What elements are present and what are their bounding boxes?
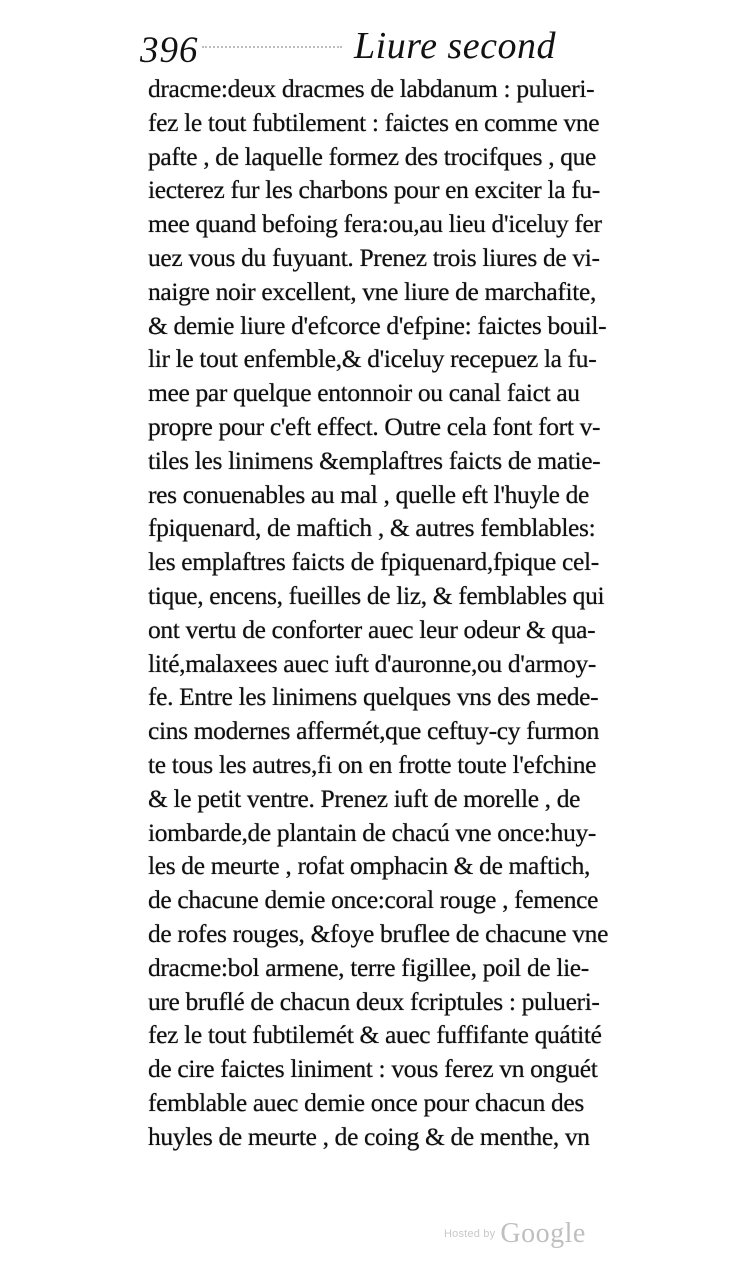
text-line: de cire faictes liniment : vous ferez vn onguét [148, 1054, 598, 1084]
text-line: fez le tout fubtilemét & auec fuffifante quátité [148, 1020, 602, 1050]
text-line: naigre noir excellent, vne liure de marchafite, [148, 276, 596, 306]
text-line: uez vous du fuyuant. Prenez trois liures de vi- [148, 242, 600, 272]
running-head: Liure second [354, 25, 556, 67]
text-line: cins modernes affermét,que ceftuy-cy furmon [148, 716, 600, 746]
text-line: lir le tout enfemble,& d'iceluy recepuez la fu- [148, 344, 597, 374]
text-line: de chacune demie once:coral rouge , femence [148, 885, 599, 915]
text-line: lité,malaxees auec iuft d'auronne,ou d'armoy- [148, 648, 597, 678]
text-line: pafte , de laquelle formez des trocifques , que [148, 141, 597, 171]
text-line: & le petit ventre. Prenez iuft de morelle , de [148, 783, 581, 813]
text-line: tique, encens, fueilles de liz, & femblables qui [148, 580, 605, 610]
watermark-hosted-by: Hosted by [444, 1228, 496, 1240]
text-line: huyles de meurte , de coing & de menthe, vn [148, 1121, 590, 1151]
text-line: mee quand befoing fera:ou,au lieu d'iceluy fer [148, 209, 602, 239]
header-dotted-rule [202, 46, 342, 50]
text-line: ure bruflé de chacun deux fcriptules : pulueri- [148, 986, 600, 1016]
body-text [148, 72, 710, 1154]
text-line: dracme:bol armene, terre figillee, poil de lie- [148, 952, 589, 982]
text-line: femblable auec demie once pour chacun des [148, 1087, 584, 1117]
text-line: te tous les autres,fi on en frotte toute l'efchine [148, 749, 597, 779]
google-watermark [444, 1218, 586, 1252]
text-line: res conuenables au mal , quelle eft l'huyle de [148, 479, 589, 509]
text-line: les emplaftres faicts de fpiquenard,fpique cel- [148, 547, 599, 577]
text-line: iombarde,de plantain de chacú vne once:huy- [148, 817, 597, 847]
text-line: tiles les linimens &emplaftres faicts de matie- [148, 445, 601, 475]
text-line: fez le tout fubtilement : faictes en comme vne [148, 107, 600, 137]
text-line: dracme:deux dracmes de labdanum : pulueri- [148, 74, 595, 103]
google-logo: Google [500, 1218, 586, 1249]
text-line: fpiquenard, de maftich , & autres femblables: [148, 513, 596, 543]
page-number: 396 [140, 30, 199, 71]
text-line: iecterez fur les charbons pour en exciter la fu- [148, 175, 600, 205]
text-line: les de meurte , rofat omphacin & de maftich, [148, 851, 591, 881]
text-line: fe. Entre les linimens quelques vns des mede- [148, 682, 599, 712]
text-line: de rofes rouges, &foye bruflee de chacune vne [148, 918, 609, 948]
text-line: propre pour c'eft effect. Outre cela font fort v- [148, 411, 601, 441]
text-line: & demie liure d'efcorce d'efpine: faictes bouil- [148, 310, 607, 340]
text-line: ont vertu de conforter auec leur odeur & qua- [148, 614, 596, 644]
text-line: mee par quelque entonnoir ou canal faict au [148, 378, 580, 408]
page-header [140, 20, 560, 76]
